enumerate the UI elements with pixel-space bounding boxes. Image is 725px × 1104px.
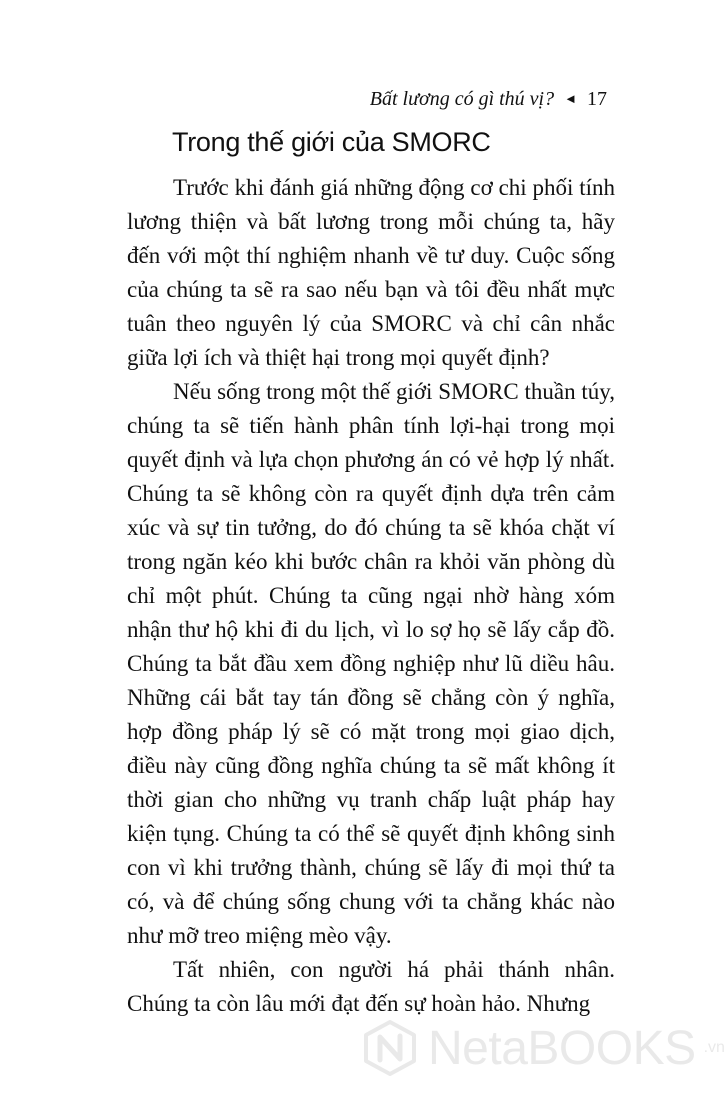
left-triangle-icon: ◄ — [564, 90, 577, 106]
watermark — [360, 1018, 725, 1078]
running-header — [370, 88, 607, 111]
section-heading: Trong thế giới của SMORC — [172, 127, 491, 157]
paragraph: Trước khi đánh giá những động cơ chi phối tính lương thiện và bất lương trong mỗi chúng ta, hãy đến với một thí nghiệm nhanh về tư duy. Cuộc sống của chúng ta sẽ ra sao nếu bạn và tôi đều nhất mực tuân theo nguyên lý của SMORC và chỉ cân nhắc giữa lợi ích và thiệt hại trong mọi quyết định? — [127, 175, 615, 370]
watermark-suffix: .vn — [703, 1039, 725, 1056]
page-number: 17 — [587, 88, 607, 110]
body-text — [127, 171, 615, 1021]
paragraph: Tất nhiên, con người há phải thánh nhân. Chúng ta còn lâu mới đạt đến sự hoàn hảo. Nhưng — [127, 957, 615, 1016]
watermark-brand: NetaBOOKS — [428, 1021, 696, 1075]
netabooks-logo-icon — [360, 1018, 420, 1078]
chapter-title: Bất lương có gì thú vị? — [369, 88, 555, 110]
paragraph: Nếu sống trong một thế giới SMORC thuần túy, chúng ta sẽ tiến hành phân tính lợi-hại trong mọi quyết định và lựa chọn phương án có vẻ hợp lý nhất. Chúng ta sẽ không còn ra quyết định dựa trên cảm xúc và sự tin tưởng, do đó chúng ta sẽ khóa chặt ví trong ngăn kéo khi bước chân ra khỏi văn phòng dù chỉ một phút. Chúng ta cũng ngại nhờ hàng xóm nhận thư hộ khi đi du lịch, vì lo sợ họ sẽ lấy cắp đồ. Chúng ta bắt đầu xem đồng nghiệp như lũ diều hâu. Những cái bắt tay tán đồng sẽ chẳng còn ý nghĩa, hợp đồng pháp lý sẽ có mặt trong mọi giao dịch, điều này cũng đồng nghĩa chúng ta sẽ mất không ít thời gian cho những vụ tranh chấp luật pháp hay kiện tụng. Chúng ta có thể sẽ quyết định không sinh con vì khi trưởng thành, chúng sẽ lấy đi mọi thứ ta có, và để chúng sống chung với ta chẳng khác nào như mỡ treo miệng mèo vậy. — [127, 379, 615, 948]
